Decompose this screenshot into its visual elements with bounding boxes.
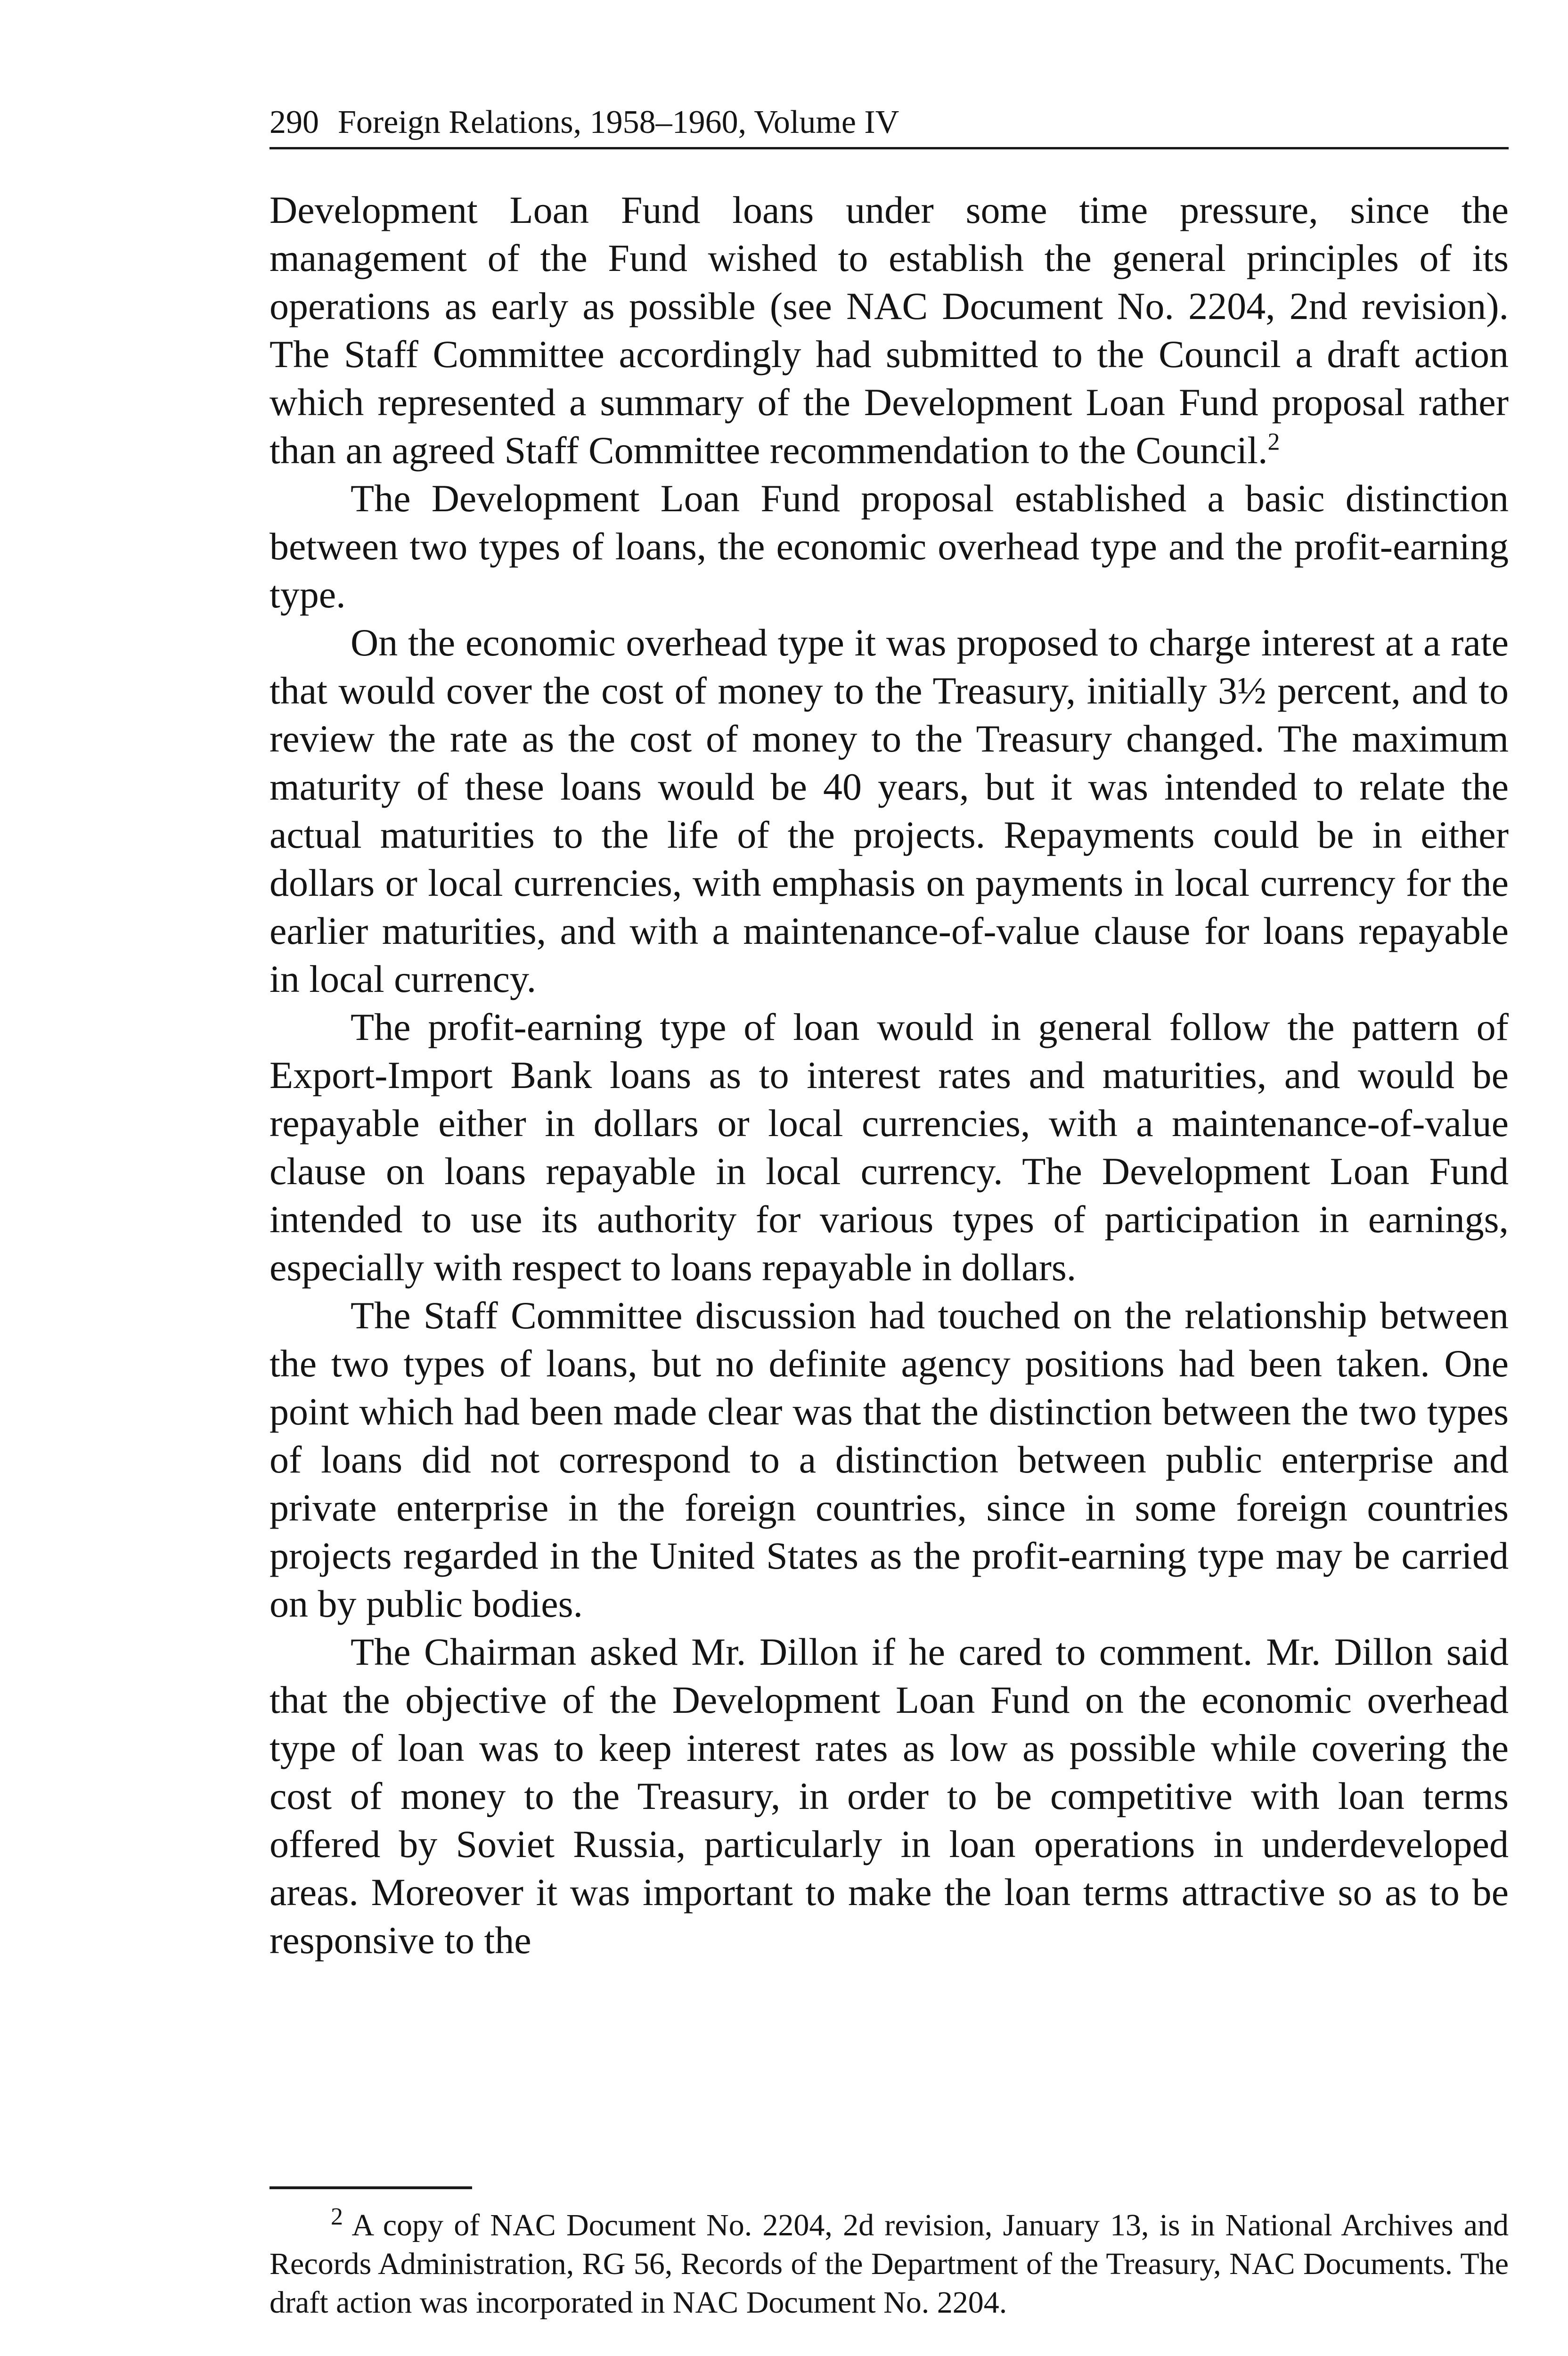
paragraph: The profit-earning type of loan would in general follow the pattern of Export-Import Bank loans as to interest rates and maturities, and would be repayable either in dollars or local currencies, with a maintenance-of-value clause on loans repayable in local currency. The Development Loan Fund intended to use its authority for various types of participation in earnings, especially with respect to loans repayable in dollars. — [270, 1006, 1509, 1289]
footnote-marker: 2 — [331, 2203, 343, 2230]
footnote-text: A copy of NAC Document No. 2204, 2d revision, January 13, is in National Archives and Records Administration, RG 56, Records of the Department of the Treasury, NAC Documents. The draft action was incorporated in NAC Document No. 2204. — [270, 2208, 1509, 2320]
page — [270, 100, 1509, 1964]
paragraph: The Chairman asked Mr. Dillon if he cared to comment. Mr. Dillon said that the objective of the Development Loan Fund on the economic overhead type of loan was to keep interest rates as low as possible while covering the cost of money to the Treasury, in order to be competitive with loan terms offered by Soviet Russia, particularly in loan operations in underdeveloped areas. Moreover it was important to make the loan terms attractive so as to be responsive to the — [270, 1630, 1509, 1962]
footnote-divider — [270, 2186, 472, 2189]
footnotes — [270, 2203, 1509, 2322]
footnote-reference: 2 — [1267, 428, 1280, 456]
footnote — [270, 2203, 1509, 2322]
paragraph: On the economic overhead type it was proposed to charge interest at a rate that would cover the cost of money to the Treasury, initially 3½ percent, and to review the rate as the cost of money to the Treasury changed. The maximum maturity of these loans would be 40 years, but it was intended to relate the actual maturities to the life of the projects. Repayments could be in either dollars or local currencies, with emphasis on payments in local currency for the earlier maturities, and with a maintenance-of-value clause for loans repayable in local currency. — [270, 621, 1509, 1000]
paragraph: The Development Loan Fund proposal established a basic distinction between two types of loans, the economic overhead type and the profit-earning type. — [270, 477, 1509, 616]
paragraph — [270, 186, 1509, 474]
running-head — [270, 100, 1509, 149]
paragraph: The Staff Committee discussion had touched on the relationship between the two types of loans, but no definite agency positions had been taken. One point which had been made clear was that the distinction between the two types of loans did not correspond to a distinction between public enterprise and private enterprise in the foreign countries, since in some foreign countries projects regarded in the United States as the profit-earning type may be carried on by public bodies. — [270, 1294, 1509, 1625]
page-number: 290 — [270, 104, 319, 140]
running-title: Foreign Relations, 1958–1960, Volume IV — [338, 104, 899, 140]
paragraph-text: Development Loan Fund loans under some time pressure, since the management of the Fund wished to establish the general principles of its operations as early as possible (see NAC Document No. 2204, 2nd revision). The Staff Committee accordingly had submitted to the Council a draft action which represented a summary of the Development Loan Fund proposal rather than an agreed Staff Committee recommendation to the Council. — [270, 188, 1509, 472]
body-text — [270, 186, 1509, 1964]
